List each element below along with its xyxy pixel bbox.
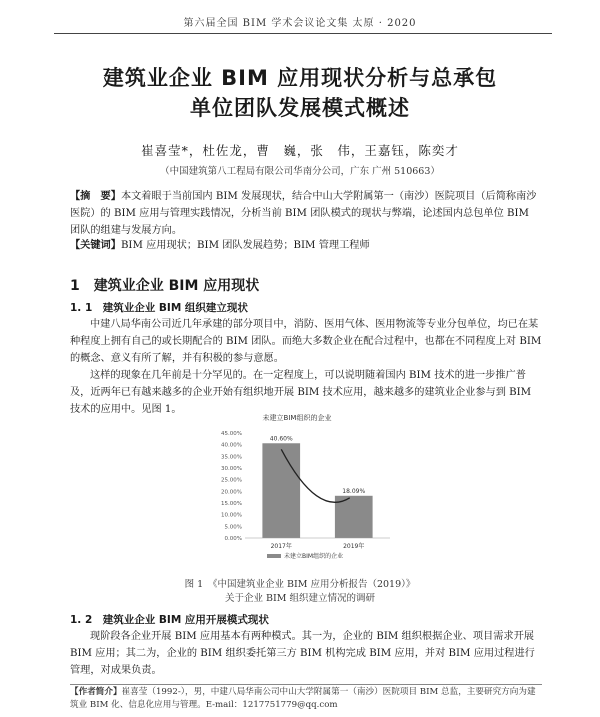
authors: 崔喜莹*，杜佐龙，曹 巍，张 伟，王嘉钰，陈奕才 <box>141 143 459 158</box>
keywords-label: 【关键词】 <box>70 240 121 251</box>
y-tick-label: 35.00% <box>221 454 242 461</box>
body-paragraph-2: 这样的现象在几年前是十分罕见的。在一定程度上，可以说明随着国内 BIM 技术的进一步推广普及，近两年已有越来越多的企业开始有组织地开展 BIM 技术应用，越来越多的建筑业企业参与到 BIM 技术的应用中。见图 1。 <box>70 370 532 415</box>
y-tick-label: 15.00% <box>221 501 242 507</box>
bar <box>262 443 300 538</box>
keywords <box>70 237 542 254</box>
footnote-label: 【作者简介】 <box>70 687 122 697</box>
legend-swatch <box>267 554 281 558</box>
header-rule <box>54 33 552 34</box>
subsection-heading-1: 1. 1 建筑业企业 BIM 组织建立现状 <box>70 302 248 314</box>
abstract-text: 本文着眼于当前国内 BIM 发展现状，结合中山大学附属第一（南沙）医院项目（后简称南沙医院）的 BIM 应用与管理实践情况，分析当前 BIM 团队模式的现状与弊端，论述国内总包单位 BIM 团队的组建与发展方向。 <box>70 191 537 236</box>
running-head: 第六届全国 BIM 学术会议论文集 太原 · 2020 <box>183 18 417 29</box>
author-footnote <box>70 686 542 712</box>
abstract-label: 【摘 要】 <box>70 191 121 202</box>
y-axis <box>221 431 242 542</box>
section-heading: 1 建筑业企业 BIM 应用现状 <box>70 278 260 294</box>
data-label: 40.60% <box>269 435 293 443</box>
body-paragraph-1: 中建八局华南公司近几年承建的部分项目中，消防、医用气体、医用物流等专业分包单位，均已在某种程度上拥有自己的或长期配合的 BIM 团队。而绝大多数企业在配合过程中，也都在不同程度上对 BIM 的概念、意义有所了解，并有积极的参与意愿。 <box>70 319 542 364</box>
bar-chart <box>205 408 400 578</box>
data-label: 18.09% <box>342 487 366 495</box>
y-tick-label: 40.00% <box>221 442 242 449</box>
body-paragraph-3: 现阶段各企业开展 BIM 应用基本有两种模式。其一为，企业的 BIM 组织根据企业、项目需求开展 BIM 应用；其二为，企业的 BIM 组织委托第三方 BIM 机构完成 BIM 应用，并对 BIM 应用过程进行管理，对成果负责。 <box>70 631 535 676</box>
figure-caption-line1: 图 1 《中国建筑业企业 BIM 应用分析报告（2019）》 <box>184 579 416 590</box>
y-tick-label: 10.00% <box>221 512 242 519</box>
chart-legend <box>267 552 343 560</box>
chart-title: 未建立BIM组织的企业 <box>262 414 332 422</box>
footnote-rule <box>70 684 542 685</box>
x-tick-label: 2017年 <box>270 543 292 550</box>
y-tick-label: 20.00% <box>221 489 242 496</box>
subsection-heading-2: 1. 2 建筑业企业 BIM 应用开展模式现状 <box>70 614 269 626</box>
keywords-text: BIM 应用现状；BIM 团队发展趋势；BIM 管理工程师 <box>120 240 370 251</box>
paper-title-line2: 单位团队发展模式概述 <box>190 96 410 120</box>
figure-caption-line2: 关于企业 BIM 组织建立情况的调研 <box>224 593 375 604</box>
x-axis <box>245 538 390 550</box>
bars <box>262 435 372 538</box>
abstract <box>70 188 542 239</box>
y-tick-label: 45.00% <box>221 431 242 437</box>
y-tick-label: 0.00% <box>224 536 242 542</box>
paper-title-line1: 建筑业企业 BIM 应用现状分析与总承包 <box>102 66 498 90</box>
x-tick-label: 2019年 <box>343 543 365 550</box>
y-tick-label: 5.00% <box>224 524 242 531</box>
affiliation: （中国建筑第八工程局有限公司华南分公司，广东 广州 510663） <box>160 166 440 177</box>
legend-label: 未建立BIM组织的企业 <box>284 553 344 560</box>
y-tick-label: 30.00% <box>221 466 242 472</box>
y-tick-label: 25.00% <box>221 477 242 484</box>
footnote-text: 崔喜莹（1992-），男，中建八局华南公司中山大学附属第一（南沙）医院项目 BIM 总监，主要研究方向为建筑业 BIM 化、信息化应用与管理。E-mail：1217751779@qq.com <box>70 687 536 710</box>
